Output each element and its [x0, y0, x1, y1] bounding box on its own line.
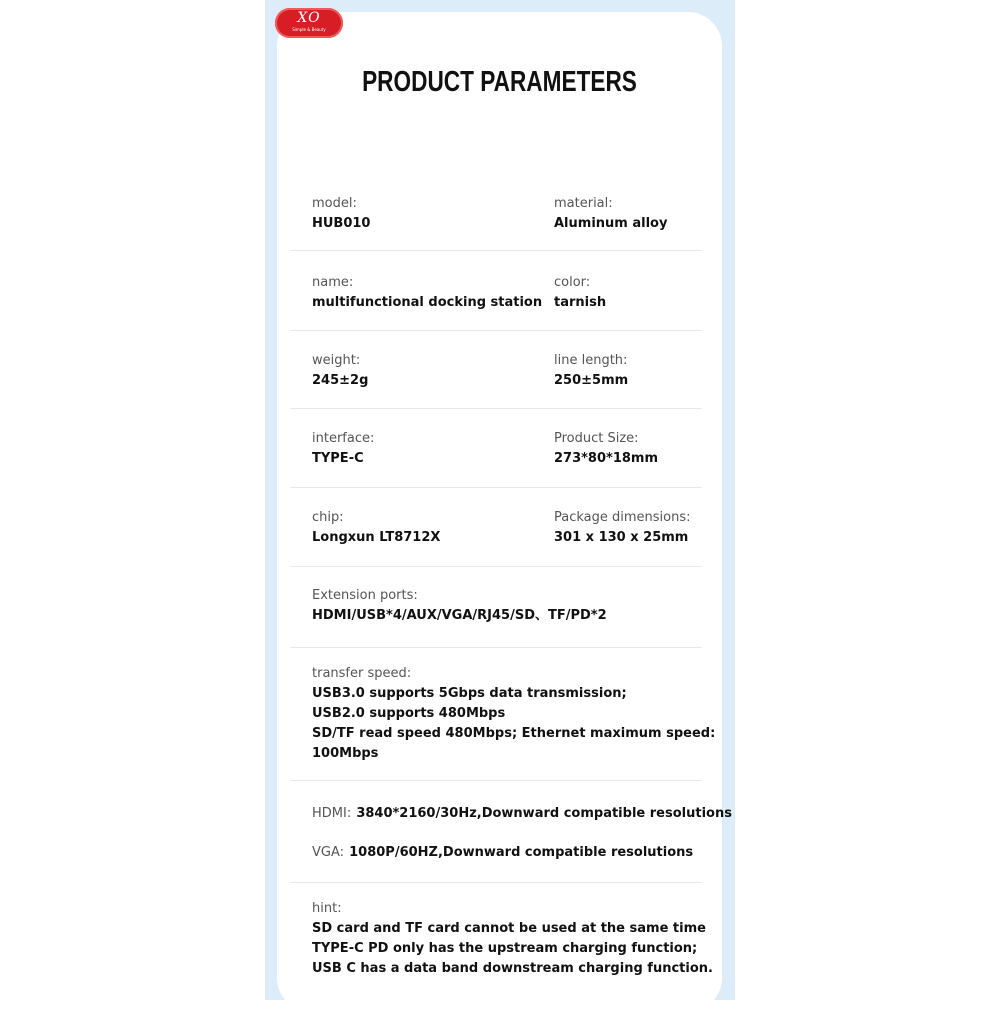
- param-value: 301 x 130 x 25mm: [554, 530, 689, 545]
- param-value-line: TYPE-C PD only has the upstream charging function;: [312, 941, 698, 956]
- param-label: line length:: [554, 353, 628, 368]
- param-value-line: 100Mbps: [312, 746, 379, 761]
- param-value-line: USB3.0 supports 5Gbps data transmission;: [312, 686, 627, 701]
- param-weight: [312, 351, 368, 391]
- param-value: HDMI/USB*4/AUX/VGA/RJ45/SD、TF/PD*2: [312, 608, 607, 623]
- param-value-line: SD card and TF card cannot be used at the same time: [312, 921, 706, 936]
- page-title: PRODUCT PARAMETERS: [362, 66, 637, 98]
- param-value-line: SD/TF read speed 480Mbps; Ethernet maximum speed:: [312, 726, 716, 741]
- param-extension-ports: [312, 586, 607, 626]
- divider: [290, 780, 702, 781]
- divider: [290, 487, 702, 488]
- param-color: [554, 273, 606, 313]
- param-value-line: USB C has a data band downstream charging function.: [312, 961, 713, 976]
- param-value: 1080P/60HZ,Downward compatible resolutions: [349, 845, 694, 860]
- param-name: [312, 273, 542, 313]
- param-label: chip:: [312, 510, 344, 525]
- param-label: Package dimensions:: [554, 510, 691, 525]
- param-label: weight:: [312, 353, 361, 368]
- param-value: 245±2g: [312, 373, 369, 388]
- param-hdmi: [312, 802, 732, 824]
- param-value: HUB010: [312, 216, 371, 231]
- param-label: Product Size:: [554, 431, 639, 446]
- param-value: 250±5mm: [554, 373, 629, 388]
- param-material: [554, 194, 667, 234]
- param-label: transfer speed:: [312, 666, 412, 681]
- param-label: HDMI:: [312, 806, 352, 821]
- param-model: [312, 194, 370, 234]
- param-label: name:: [312, 275, 354, 290]
- brand-logo-mark: XO: [297, 10, 321, 26]
- param-value-line: USB2.0 supports 480Mbps: [312, 706, 506, 721]
- divider: [290, 250, 702, 251]
- param-value: 273*80*18mm: [554, 451, 659, 466]
- param-value: TYPE-C: [312, 451, 364, 466]
- param-product-size: [554, 429, 658, 469]
- divider: [290, 647, 702, 648]
- param-value: Longxun LT8712X: [312, 530, 441, 545]
- brand-tagline: Simple & Beauty: [292, 27, 326, 32]
- param-hint: [312, 899, 713, 979]
- param-value: 3840*2160/30Hz,Downward compatible resolutions: [356, 806, 732, 821]
- param-label: VGA:: [312, 845, 345, 860]
- param-label: color:: [554, 275, 591, 290]
- brand-logo: [275, 8, 343, 38]
- param-chip: [312, 508, 440, 548]
- divider: [290, 330, 702, 331]
- param-value: multifunctional docking station: [312, 295, 543, 310]
- param-label: Extension ports:: [312, 588, 418, 603]
- divider: [290, 566, 702, 567]
- param-label: hint:: [312, 901, 342, 916]
- param-value: tarnish: [554, 295, 607, 310]
- param-label: model:: [312, 196, 357, 211]
- param-label: interface:: [312, 431, 375, 446]
- divider: [290, 882, 702, 883]
- param-package-dimensions: [554, 508, 691, 548]
- param-value: Aluminum alloy: [554, 216, 668, 231]
- param-label: material:: [554, 196, 613, 211]
- param-vga: [312, 841, 693, 863]
- divider: [290, 408, 702, 409]
- param-line-length: [554, 351, 628, 391]
- param-transfer-speed: [312, 664, 715, 764]
- param-interface: [312, 429, 374, 469]
